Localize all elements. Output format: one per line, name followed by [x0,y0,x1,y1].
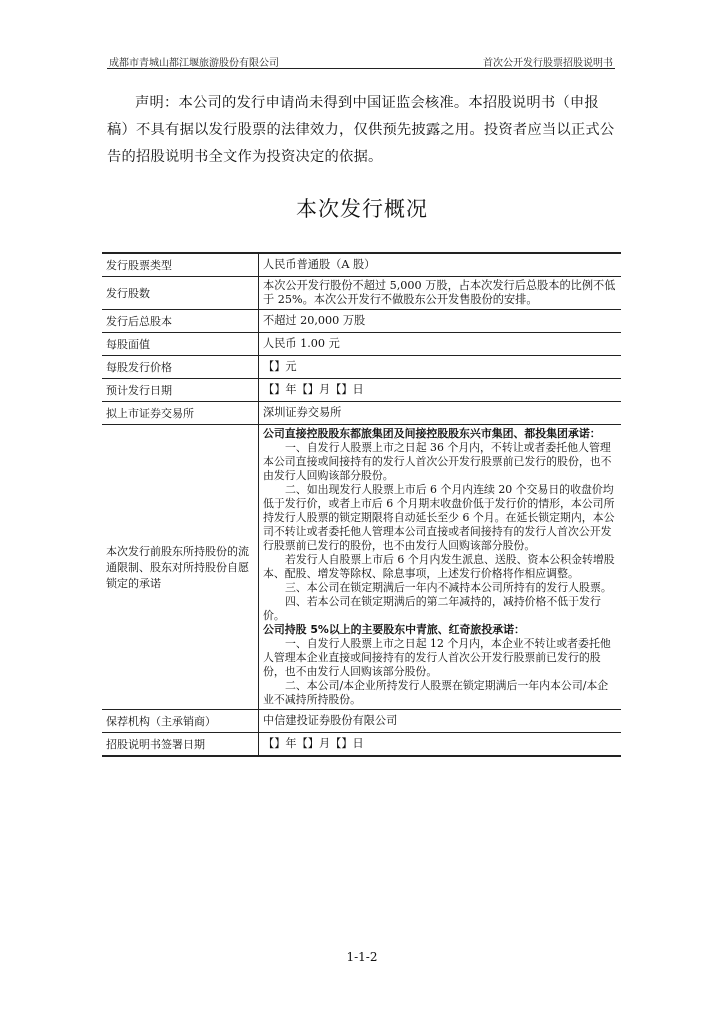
commitment-paragraph: 一、自发行人股票上市之日起 12 个月内，本企业不转让或者委托他人管理本企业直接或间接持有的发行人首次公开发行股票前已发行的股份，也不由发行人回购该部分股份。 [263,637,611,678]
commitment-content [259,425,622,710]
header-document-title: 首次公开发行股票招股说明书 [483,58,613,69]
section-title: 本次发行概况 [296,197,428,221]
disclaimer-text: 声明：本公司的发行申请尚未得到中国证监会核准。本招股说明书（申报稿）不具有据以发行股票的法律效力，仅供预先披露之用。投资者应当以正式公告的招股说明书全文作为投资决定的依据。 [107,95,615,165]
commitment-heading: 公司持股 5%以上的主要股东中青旅、红奇旅投承诺： [263,623,525,636]
commitment-paragraph: 三、本公司在锁定期满后一年内不减持本公司所持有的发行人股票。 [285,581,612,594]
row-value: 【】年【】月【】日 [259,379,622,402]
row-value: 不超过 20,000 万股 [259,310,622,333]
row-label: 招股说明书签署日期 [102,733,259,757]
row-label: 预计发行日期 [102,379,259,402]
row-label: 发行股票类型 [102,253,259,277]
header-divider [107,68,615,69]
header-company-name: 成都市青城山都江堰旅游股份有限公司 [109,58,279,69]
row-value: 【】元 [259,356,622,379]
page-number: 1-1-2 [346,950,378,964]
row-value: 本次公开发行股份不超过 5,000 万股，占本次发行后总股本的比例不低于 25%。本次公开发行不做股东公开发售股份的安排。 [259,277,622,310]
row-label: 拟上市证券交易所 [102,402,259,425]
commitment-paragraph: 四、若本公司在锁定期满后的第二年减持的，减持价格不低于发行价。 [263,595,601,622]
table-row [102,710,621,733]
row-value: 人民币 1.00 元 [259,333,622,356]
row-label: 每股面值 [102,333,259,356]
table-row [102,277,621,310]
commitment-heading: 公司直接控股股东都旅集团及间接控股股东兴市集团、都投集团承诺： [263,427,601,440]
row-label: 本次发行前股东所持股份的流通限制、股东对所持股份自愿锁定的承诺 [102,425,259,710]
row-label: 发行后总股本 [102,310,259,333]
table-row [102,356,621,379]
table-row [102,310,621,333]
disclaimer-statement [107,90,619,171]
row-value: 【】年【】月【】日 [259,733,622,757]
table-row [102,333,621,356]
row-value: 中信建投证券股份有限公司 [259,710,622,733]
row-label: 每股发行价格 [102,356,259,379]
row-value: 人民币普通股（A 股） [259,253,622,277]
table-row [102,379,621,402]
row-value: 深圳证券交易所 [259,402,622,425]
row-label: 保荐机构（主承销商） [102,710,259,733]
table-row [102,733,621,757]
offering-overview-table [102,252,621,757]
commitment-paragraph: 二、如出现发行人股票上市后 6 个月内连续 20 个交易日的收盘价均低于发行价，或者上市后 6 个月期末收盘价低于发行价的情形，本公司所持发行人股票的锁定期限将自动延长至少 6 个月。在延长锁定期内，本公司不转让或者委托他人管理本公司直接或者间接持有的发行人首次公开发行股票前已发行的股份，也不由发行人回购该部分股份。 [263,483,615,552]
table-row-commitment [102,425,621,710]
row-label: 发行股数 [102,277,259,310]
commitment-paragraph: 二、本公司/本企业所持发行人股票在锁定期满后一年内本公司/本企业不减持所持股份。 [263,679,609,706]
commitment-paragraph: 若发行人自股票上市后 6 个月内发生派息、送股、资本公积金转增股本、配股、增发等除权、除息事项，上述发行价格将作相应调整。 [263,553,615,580]
commitment-paragraph: 一、自发行人股票上市之日起 36 个月内，不转让或者委托他人管理本公司直接或间接持有的发行人首次公开发行股票前已发行的股份，也不由发行人回购该部分股份。 [263,441,612,482]
table-row [102,253,621,277]
table-row [102,402,621,425]
